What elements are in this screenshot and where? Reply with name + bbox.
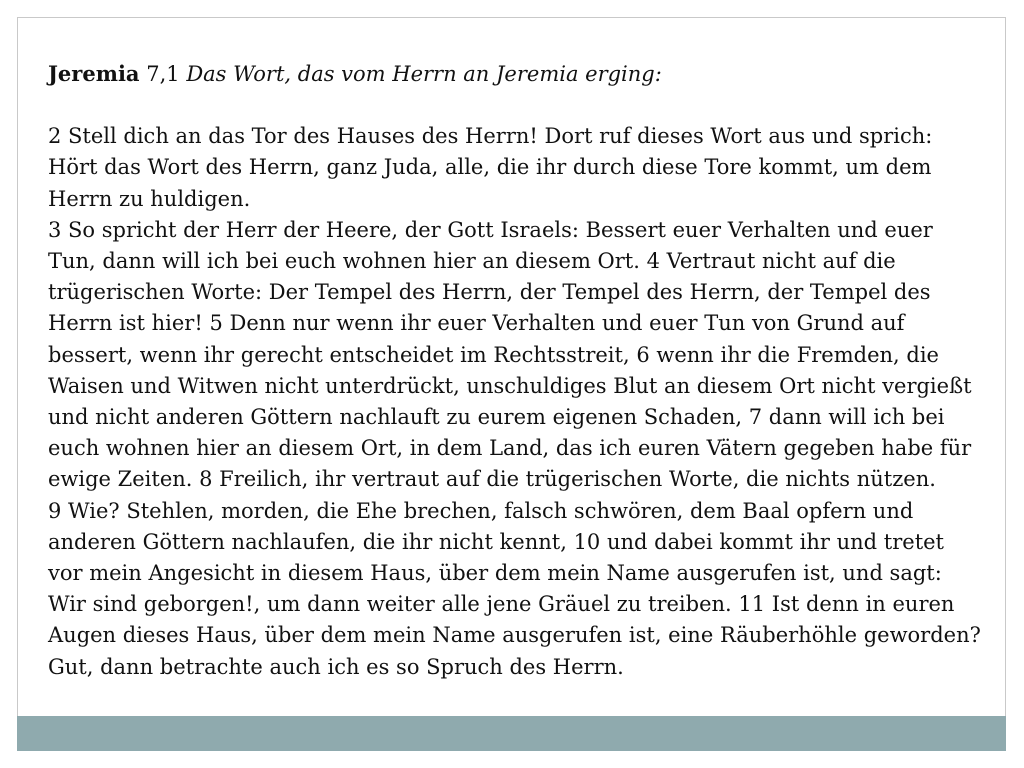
footer-bar: [17, 716, 1006, 751]
scripture-reference: 7,1: [146, 62, 180, 86]
scripture-intro: Das Wort, das vom Herrn an Jeremia erging:: [186, 62, 662, 86]
paragraph-verse-2: 2 Stell dich an das Tor des Hauses des Herrn! Dort ruf dieses Wort aus und sprich: Hört das Wort des Herrn, ganz Juda, alle, die ihr durch diese Tore kommt, um dem Herrn zu huldigen.: [48, 124, 933, 211]
scripture-heading: [48, 58, 983, 90]
paragraph-verses-3-8: 3 So spricht der Herr der Heere, der Gott Israels: Bessert euer Verhalten und euer Tun, dann will ich bei euch wohnen hier an diesem Ort. 4 Vertraut nicht auf die trügerischen Worte: Der Tempel des Herrn, der Tempel des Herrn, der Tempel des Herrn ist hier! 5 Denn nur wenn ihr euer Verhalten und euer Tun von Grund auf bessert, wenn ihr gerecht entscheidet im Rechtsstreit, 6 wenn ihr die Fremden, die Waisen und Witwen nicht unterdrückt, unschuldiges Blut an diesem Ort nicht vergießt und nicht anderen Göttern nachlauft zu eurem eigenen Schaden, 7 dann will ich bei euch wohnen hier an diesem Ort, in dem Land, das ich euren Vätern gegeben habe für ewige Zeiten. 8 Freilich, ihr vertraut auf die trügerischen Worte, die nichts nützen.: [48, 217, 972, 492]
scripture-book: Jeremia: [48, 61, 140, 86]
slide-content: [48, 58, 983, 683]
paragraph-verses-9-11: 9 Wie? Stehlen, morden, die Ehe brechen, falsch schwören, dem Baal opfern und anderen Göttern nachlaufen, die ihr nicht kennt, 10 und dabei kommt ihr und tretet vor mein Angesicht in diesem Haus, über dem mein Name ausgerufen ist, und sagt: Wir sind geborgen!, um dann weiter alle jene Gräuel zu treiben. 11 Ist denn in euren Augen dieses Haus, über dem mein Name ausgerufen ist, eine Räuberhöhle geworden? Gut, dann betrachte auch ich es so Spruch des Herrn.: [48, 498, 981, 679]
